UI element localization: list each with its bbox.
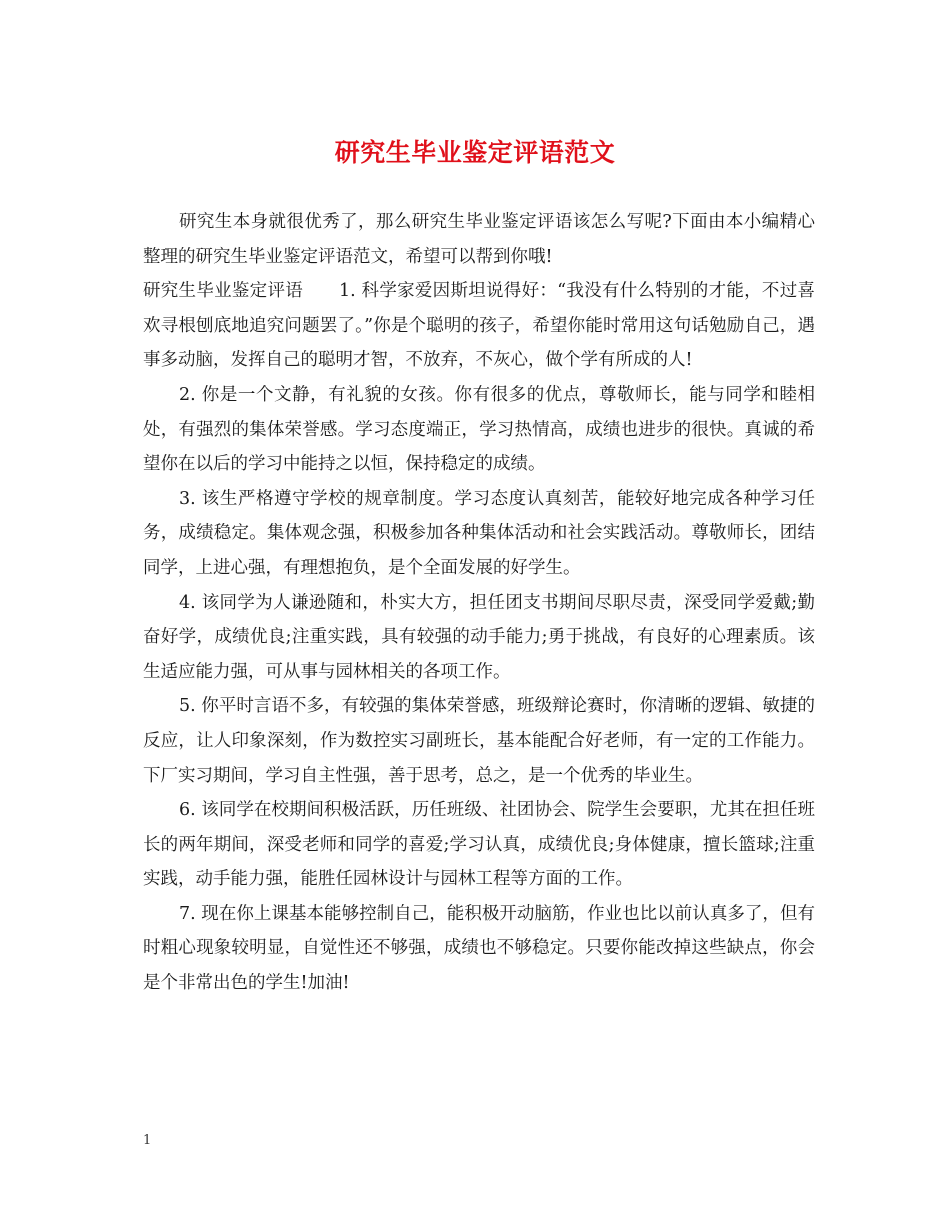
comment-item-5: 5. 你平时言语不多，有较强的集体荣誉感，班级辩论赛时，你清晰的逻辑、敏捷的反应，让人印象深刻，作为数控实习副班长，基本能配合好老师，有一定的工作能力。下厂实习期间，学习自主性强，善于思考，总之，是一个优秀的毕业生。 [143,696,815,786]
comment-item-7: 7. 现在你上课基本能够控制自己，能积极开动脑筋，作业也比以前认真多了，但有时粗心现象较明显，自觉性还不够强，成绩也不够稳定。只要你能改掉这些缺点，你会是个非常出色的学生!加油! [143,903,815,994]
document-body [143,205,815,1001]
intro-paragraph: 研究生本身就很优秀了，那么研究生毕业鉴定评语该怎么写呢?下面由本小编精心整理的研究生毕业鉴定评语范文，希望可以帮到你哦! [143,212,815,267]
comment-item-1 [143,274,815,378]
comment-item-2: 2. 你是一个文静，有礼貌的女孩。你有很多的优点，尊敬师长，能与同学和睦相处，有强烈的集体荣誉感。学习态度端正，学习热情高，成绩也进步的很快。真诚的希望你在以后的学习中能持之以恒，保持稳定的成绩。 [143,384,815,475]
document-title: 研究生毕业鉴定评语范文 [334,138,616,167]
comment-item-6: 6. 该同学在校期间积极活跃，历任班级、社团协会、院学生会要职，尤其在担任班长的两年期间，深受老师和同学的喜爱;学习认真，成绩优良;身体健康，擅长篮球;注重实践，动手能力强，能胜任园林设计与园林工程等方面的工作。 [143,800,815,890]
section-label: 研究生毕业鉴定评语 [143,281,304,302]
page-number: 1 [143,1133,152,1148]
comment-item-1-text: 1. 科学家爱因斯坦说得好：“我没有什么特别的才能，不过喜欢寻根刨底地追究问题罢了。”你是个聪明的孩子，希望你能时常用这句话勉励自己，遇事多动脑，发挥自己的聪明才智，不放弃，不灰心，做个学有所成的人! [143,281,815,371]
comment-item-4: 4. 该同学为人谦逊随和，朴实大方，担任团支书期间尽职尽责，深受同学爱戴;勤奋好学，成绩优良;注重实践，具有较强的动手能力;勇于挑战，有良好的心理素质。该生适应能力强，可从事与园林相关的各项工作。 [143,592,815,682]
comment-item-3: 3. 该生严格遵守学校的规章制度。学习态度认真刻苦，能较好地完成各种学习任务，成绩稳定。集体观念强，积极参加各种集体活动和社会实践活动。尊敬师长，团结同学，上进心强，有理想抱负，是个全面发展的好学生。 [143,488,815,578]
